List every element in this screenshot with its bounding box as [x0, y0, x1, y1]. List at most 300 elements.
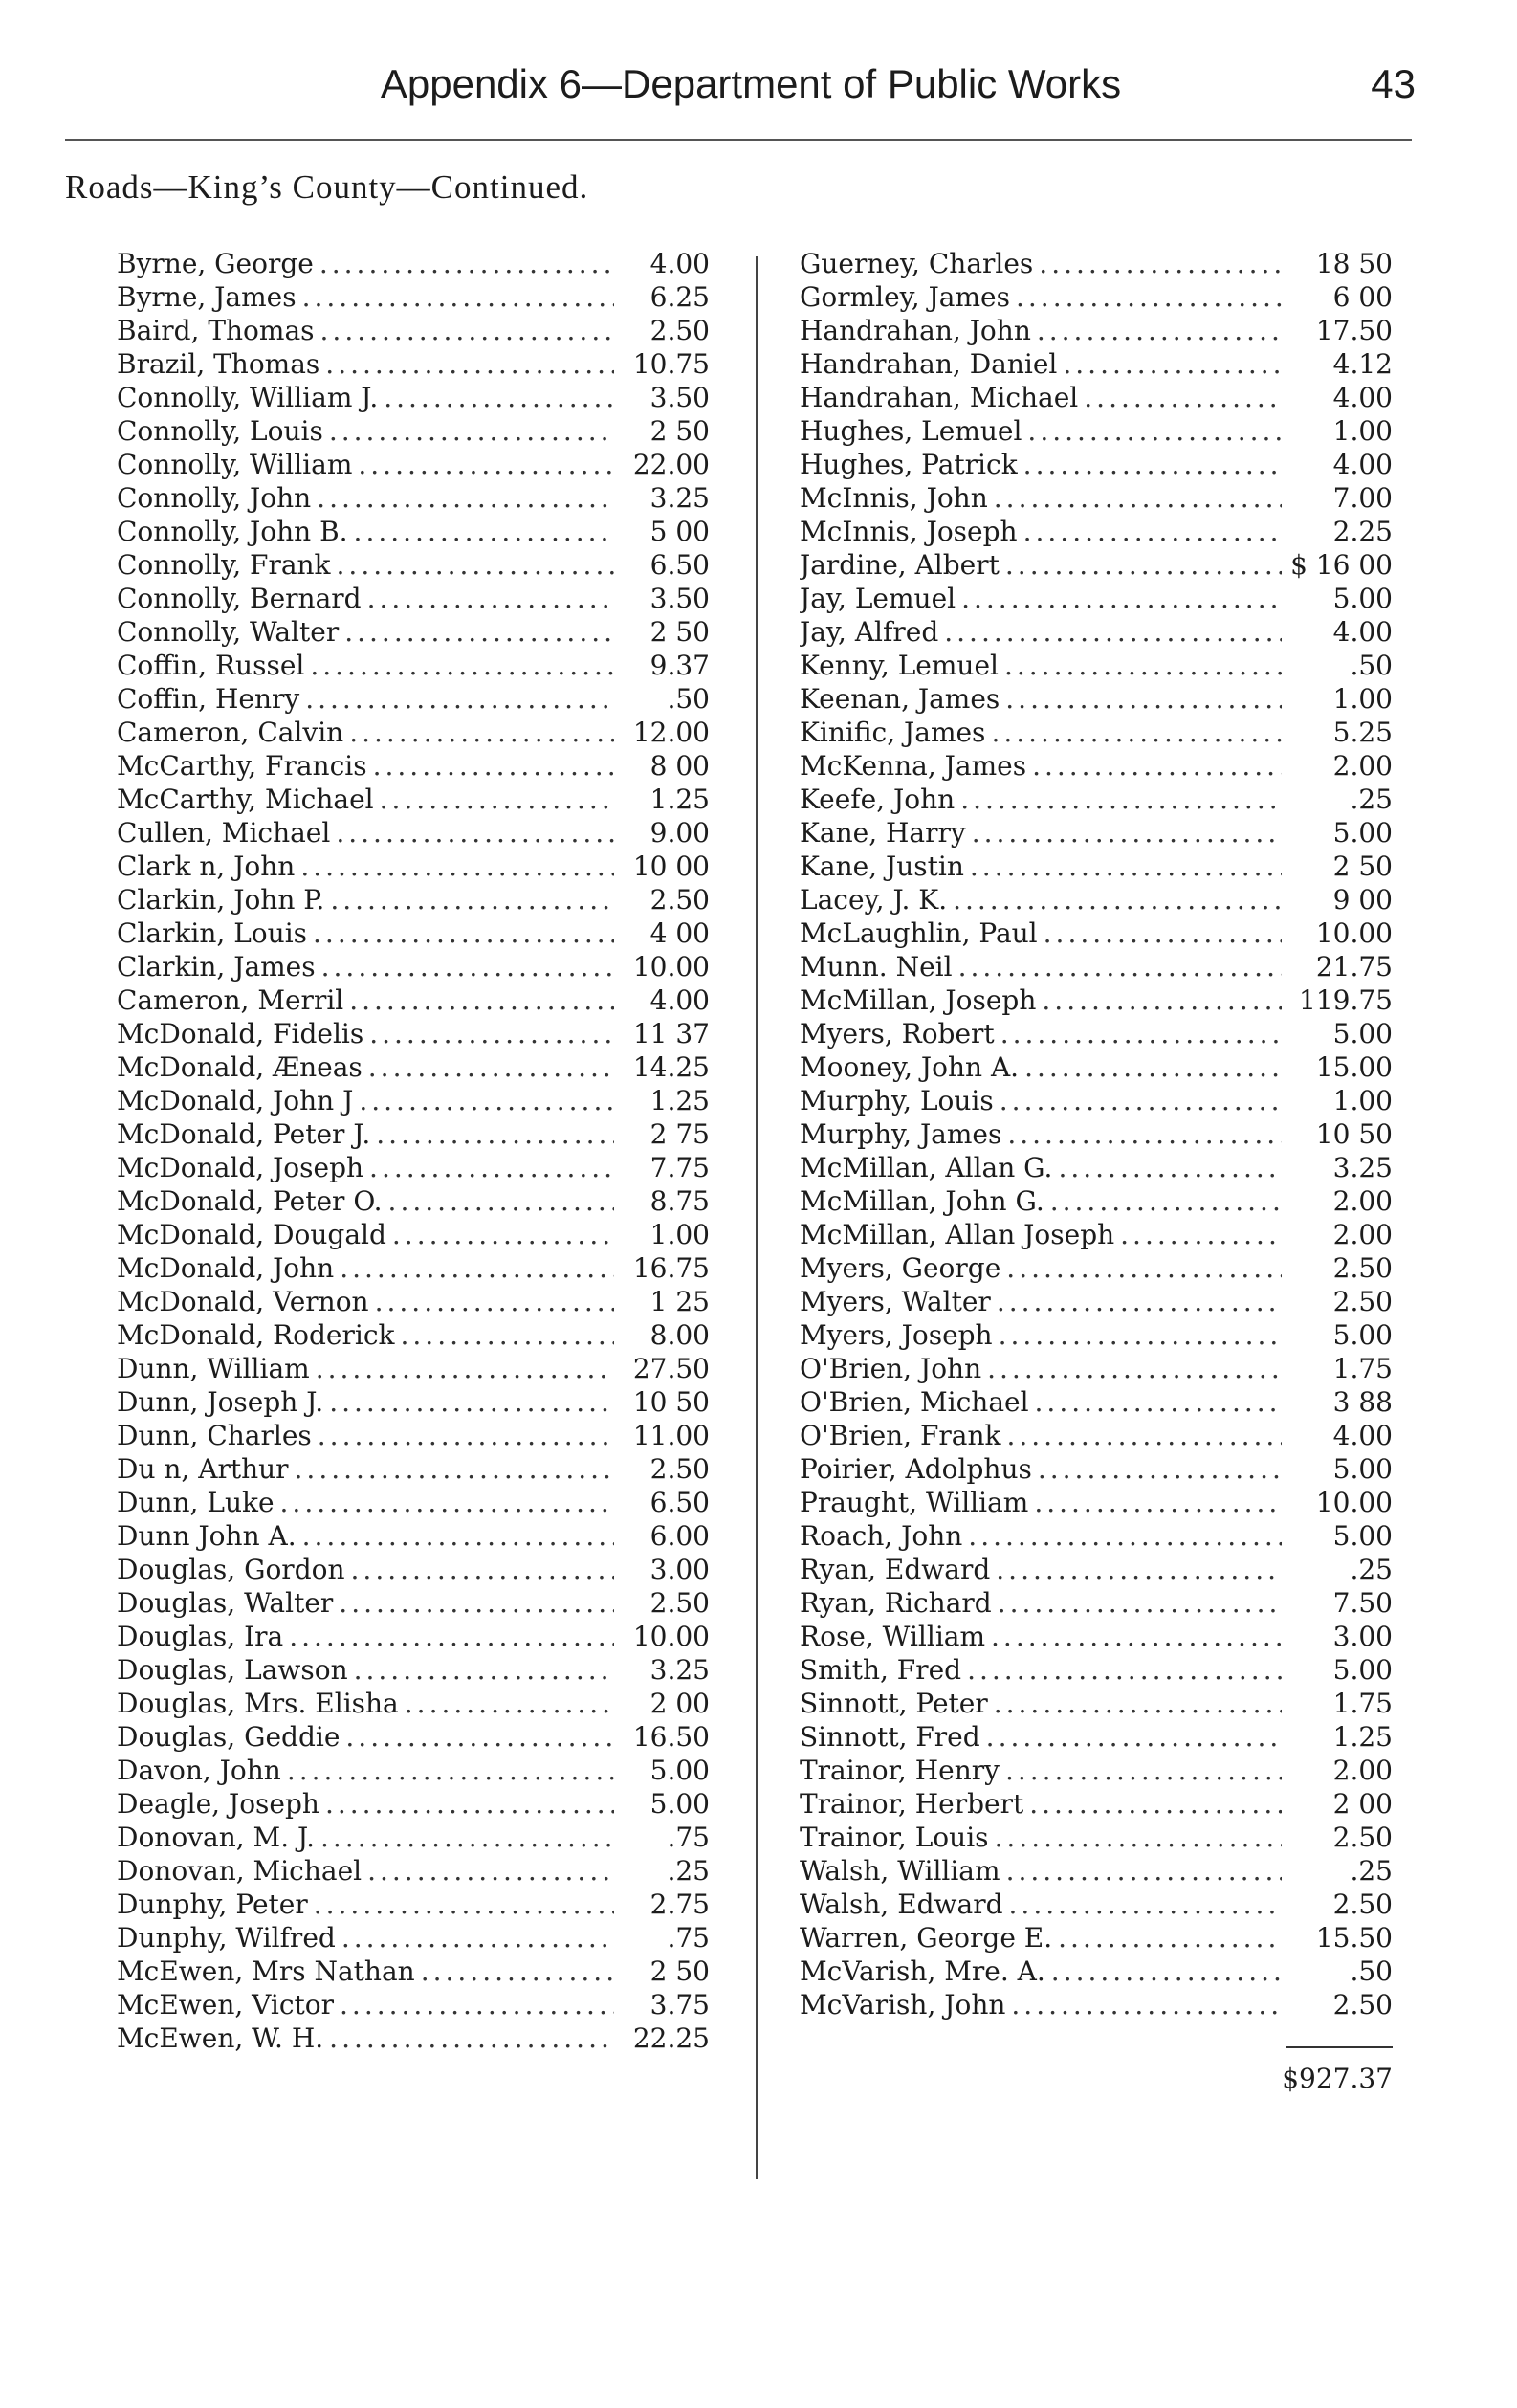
- list-item: [800, 1519, 1393, 1553]
- entry-name: McMillan, Joseph: [800, 984, 1037, 1016]
- leader-dots: [968, 1519, 1282, 1553]
- leader-dots: [1000, 1084, 1282, 1117]
- list-item: [117, 1821, 710, 1854]
- leader-dots: [987, 1352, 1282, 1385]
- list-item: [800, 515, 1393, 548]
- entry-name: Hughes, Patrick: [800, 449, 1018, 480]
- entry-name: Clark n, John: [117, 851, 296, 882]
- entry-amount: 2.00: [1332, 1219, 1393, 1250]
- leader-dots: [354, 1653, 614, 1687]
- total-rule: [1286, 2046, 1393, 2048]
- list-item: [800, 1084, 1393, 1117]
- list-item: [800, 816, 1393, 850]
- leader-dots: [1039, 247, 1282, 280]
- entry-name: Douglas, Geddie: [117, 1721, 341, 1753]
- list-item: [117, 917, 710, 950]
- list-item: [800, 347, 1393, 381]
- leader-dots: [1058, 1151, 1282, 1184]
- leader-dots: [1044, 917, 1282, 950]
- list-item: [800, 1285, 1393, 1318]
- list-item: [117, 548, 710, 582]
- leader-dots: [302, 1519, 614, 1553]
- entry-name: Cameron, Merril: [117, 984, 344, 1016]
- page-header-title: Appendix 6—Department of Public Works: [380, 61, 1122, 106]
- entry-name: Cameron, Calvin: [117, 717, 344, 748]
- list-item: [117, 649, 710, 682]
- entry-amount: 15.00: [1315, 1051, 1393, 1083]
- list-item: [800, 783, 1393, 816]
- entry-name: Deagle, Joseph: [117, 1788, 319, 1820]
- leader-dots: [1035, 1385, 1282, 1419]
- entry-amount: 10.00: [632, 951, 710, 983]
- entry-name: Dunn John A.: [117, 1520, 297, 1552]
- entry-name: Dunphy, Wilfred: [117, 1922, 336, 1954]
- entry-amount: 2 50: [649, 1955, 710, 1987]
- entry-amount: .75: [667, 1822, 710, 1853]
- leader-dots: [300, 850, 614, 883]
- entry-amount: $ 16 00: [1290, 549, 1393, 581]
- list-item: [800, 1452, 1393, 1486]
- entry-name: Walsh, Edward: [800, 1889, 1003, 1920]
- entry-amount: 3.25: [1332, 1152, 1393, 1183]
- entry-amount: 17.50: [1315, 315, 1393, 346]
- list-item: [117, 1419, 710, 1452]
- leader-dots: [318, 1419, 614, 1452]
- leader-dots: [961, 582, 1282, 615]
- list-item: [800, 1117, 1393, 1151]
- list-item: [117, 1184, 710, 1218]
- entry-amount: 8 00: [649, 750, 710, 782]
- list-item: [800, 1184, 1393, 1218]
- list-item: [800, 1050, 1393, 1084]
- list-item: [800, 1854, 1393, 1888]
- entry-amount: 1.25: [649, 784, 710, 815]
- entry-name: Lacey, J. K.: [800, 884, 948, 916]
- entry-amount: 3 88: [1332, 1386, 1393, 1418]
- entry-amount: 10 00: [632, 851, 710, 882]
- entry-amount: 18 50: [1315, 248, 1393, 279]
- entry-name: Du n, Arthur: [117, 1453, 289, 1485]
- leader-dots: [997, 1285, 1282, 1318]
- leader-dots: [287, 1754, 614, 1787]
- entry-name: Connolly, John: [117, 482, 312, 514]
- leader-dots: [329, 1385, 614, 1419]
- entry-name: Connolly, Bernard: [117, 583, 362, 614]
- entry-name: McDonald, Roderick: [117, 1319, 395, 1351]
- entry-amount: 2.75: [649, 1889, 710, 1920]
- entry-name: McDonald, Peter J.: [117, 1118, 371, 1150]
- list-item: [117, 615, 710, 649]
- entry-amount: 6 00: [1332, 281, 1393, 313]
- entry-amount: 9 00: [1332, 884, 1393, 916]
- entry-amount: 3.50: [649, 382, 710, 413]
- entry-amount: 10 50: [632, 1386, 710, 1418]
- leader-dots: [1032, 749, 1282, 783]
- entry-name: McDonald, Joseph: [117, 1152, 364, 1183]
- entry-amount: 10 50: [1315, 1118, 1393, 1150]
- list-item: [117, 347, 710, 381]
- entry-name: Keefe, John: [800, 784, 956, 815]
- list-item: [117, 716, 710, 749]
- entry-amount: 5.00: [1332, 1018, 1393, 1049]
- list-item: [800, 1352, 1393, 1385]
- entry-name: Munn. Neil: [800, 951, 953, 983]
- entry-name: Smith, Fred: [800, 1654, 962, 1686]
- entry-amount: 5.00: [1332, 817, 1393, 849]
- section-heading: Roads—King’s County—Continued.: [65, 168, 589, 206]
- list-item: [800, 314, 1393, 347]
- entry-amount: 9.37: [649, 650, 710, 681]
- entry-amount: 7.50: [1332, 1587, 1393, 1619]
- entry-name: Rose, William: [800, 1621, 986, 1652]
- entry-amount: 2.50: [649, 884, 710, 916]
- entry-name: Murphy, James: [800, 1118, 1002, 1150]
- entry-amount: 16.50: [632, 1721, 710, 1753]
- entry-name: McInnis, John: [800, 482, 988, 514]
- entry-name: McDonald, Fidelis: [117, 1018, 364, 1049]
- leader-dots: [1006, 1419, 1282, 1452]
- entry-amount: .25: [1350, 1855, 1393, 1887]
- entry-name: Trainor, Henry: [800, 1755, 1000, 1786]
- entry-amount: 1 25: [649, 1286, 710, 1317]
- entry-name: Clarkin, Louis: [117, 917, 308, 949]
- entry-name: Brazil, Thomas: [117, 348, 320, 380]
- entry-name: Connolly, Walter: [117, 616, 340, 648]
- leader-dots: [349, 983, 614, 1017]
- list-item: [800, 1218, 1393, 1251]
- leader-dots: [337, 548, 614, 582]
- entry-name: Connolly, William J.: [117, 382, 379, 413]
- entry-amount: 5.00: [1332, 1520, 1393, 1552]
- leader-dots: [280, 1486, 614, 1519]
- leader-dots: [1011, 1988, 1282, 2021]
- entry-name: Dunn, Charles: [117, 1420, 312, 1451]
- list-item: [800, 381, 1393, 414]
- leader-dots: [368, 1050, 614, 1084]
- list-item: [117, 280, 710, 314]
- leader-dots: [289, 1620, 614, 1653]
- entry-amount: 6.50: [649, 549, 710, 581]
- entry-name: Douglas, Gordon: [117, 1554, 345, 1585]
- entry-name: Connolly, John B.: [117, 516, 348, 547]
- leader-dots: [369, 1017, 614, 1050]
- list-item: [117, 247, 710, 280]
- list-item: [117, 1921, 710, 1955]
- entry-amount: 8.00: [649, 1319, 710, 1351]
- list-item: [800, 917, 1393, 950]
- entry-amount: .50: [1350, 1955, 1393, 1987]
- list-item: [117, 1854, 710, 1888]
- entry-name: Douglas, Ira: [117, 1621, 284, 1652]
- list-item: [800, 1017, 1393, 1050]
- entry-name: Connolly, William: [117, 449, 353, 480]
- leader-dots: [996, 1553, 1282, 1586]
- entry-name: McCarthy, Francis: [117, 750, 367, 782]
- list-item: [800, 280, 1393, 314]
- leader-dots: [313, 917, 614, 950]
- leader-dots: [1029, 1787, 1282, 1821]
- list-item: [800, 481, 1393, 515]
- list-item: [117, 850, 710, 883]
- entry-name: Byrne, George: [117, 248, 314, 279]
- left-column-list: [117, 247, 710, 2055]
- leader-dots: [1038, 1452, 1282, 1486]
- list-item: [117, 2021, 710, 2055]
- entry-amount: 2.50: [649, 1587, 710, 1619]
- entry-amount: 1.75: [1332, 1688, 1393, 1719]
- list-item: [117, 1452, 710, 1486]
- leader-dots: [339, 1586, 614, 1620]
- entry-amount: 1.00: [1332, 415, 1393, 447]
- leader-dots: [960, 783, 1282, 816]
- entry-amount: 22.25: [632, 2022, 710, 2054]
- leader-dots: [1023, 448, 1282, 481]
- entry-amount: 4.00: [1332, 1420, 1393, 1451]
- leader-dots: [340, 1251, 614, 1285]
- leader-dots: [967, 1653, 1282, 1687]
- entry-amount: 8.75: [649, 1185, 710, 1217]
- list-item: [117, 1218, 710, 1251]
- entry-amount: 3.50: [649, 583, 710, 614]
- list-item: [800, 850, 1393, 883]
- leader-dots: [994, 1687, 1282, 1720]
- entry-name: Roach, John: [800, 1520, 963, 1552]
- header-divider: [65, 139, 1412, 141]
- entry-name: Keenan, James: [800, 683, 1000, 715]
- list-item: [117, 749, 710, 783]
- leader-dots: [314, 1888, 614, 1921]
- entry-amount: 2.25: [1332, 516, 1393, 547]
- entry-amount: 2.50: [1332, 1889, 1393, 1920]
- entry-name: Coffin, Russel: [117, 650, 305, 681]
- leader-dots: [358, 448, 614, 481]
- list-item: [800, 716, 1393, 749]
- list-item: [800, 548, 1393, 582]
- entry-amount: 10.00: [1315, 917, 1393, 949]
- entry-amount: 6.50: [649, 1487, 710, 1518]
- list-item: [117, 1787, 710, 1821]
- list-item: [800, 1620, 1393, 1653]
- entry-name: Ryan, Edward: [800, 1554, 991, 1585]
- entry-name: McKenna, James: [800, 750, 1027, 782]
- list-item: [800, 1318, 1393, 1352]
- leader-dots: [421, 1955, 614, 1988]
- list-item: [117, 481, 710, 515]
- leader-dots: [1005, 682, 1282, 716]
- entry-amount: 4.12: [1332, 348, 1393, 380]
- list-item: [800, 1787, 1393, 1821]
- entry-amount: 5.25: [1332, 717, 1393, 748]
- entry-name: Sinnott, Fred: [800, 1721, 980, 1753]
- entry-name: Warren, George E.: [800, 1922, 1053, 1954]
- list-item: [800, 883, 1393, 917]
- leader-dots: [1023, 515, 1282, 548]
- entry-name: McLaughlin, Paul: [800, 917, 1038, 949]
- entry-amount: 5.00: [649, 1788, 710, 1820]
- entry-amount: .50: [1350, 650, 1393, 681]
- leader-dots: [321, 950, 614, 983]
- entry-name: Walsh, William: [800, 1855, 1000, 1887]
- entry-amount: 119.75: [1299, 984, 1393, 1016]
- leader-dots: [325, 1787, 614, 1821]
- page-number: 43: [1371, 61, 1416, 106]
- list-item: [117, 1486, 710, 1519]
- right-column-list: [800, 247, 1393, 2021]
- entry-name: Kinific, James: [800, 717, 986, 748]
- entry-name: McDonald, John: [117, 1252, 335, 1284]
- list-item: [800, 1821, 1393, 1854]
- entry-amount: 4.00: [649, 984, 710, 1016]
- leader-dots: [405, 1687, 614, 1720]
- leader-dots: [367, 1854, 614, 1888]
- leader-dots: [384, 381, 614, 414]
- entry-name: McInnis, Joseph: [800, 516, 1018, 547]
- entry-name: McMillan, John G.: [800, 1185, 1044, 1217]
- leader-dots: [1050, 1184, 1282, 1218]
- entry-amount: 2 50: [649, 415, 710, 447]
- leader-dots: [373, 749, 614, 783]
- entry-name: Myers, Joseph: [800, 1319, 993, 1351]
- list-item: [800, 615, 1393, 649]
- list-item: [800, 1687, 1393, 1720]
- entry-name: Dunn, William: [117, 1353, 310, 1384]
- entry-name: Myers, Robert: [800, 1018, 995, 1049]
- entry-amount: 4.00: [1332, 382, 1393, 413]
- leader-dots: [341, 1921, 614, 1955]
- entry-name: Sinnott, Peter: [800, 1688, 988, 1719]
- entry-name: Kane, Justin: [800, 851, 964, 882]
- entry-name: O'Brien, John: [800, 1353, 982, 1384]
- entry-amount: .25: [667, 1855, 710, 1887]
- entry-name: Dunphy, Peter: [117, 1889, 308, 1920]
- entry-amount: 6.25: [649, 281, 710, 313]
- entry-name: Myers, Walter: [800, 1286, 991, 1317]
- leader-dots: [1120, 1218, 1282, 1251]
- entry-name: Myers, George: [800, 1252, 1001, 1284]
- list-item: [117, 1117, 710, 1151]
- list-item: [117, 1586, 710, 1620]
- entry-name: Douglas, Lawson: [117, 1654, 348, 1686]
- entry-amount: 2.00: [1332, 1185, 1393, 1217]
- entry-amount: 2 50: [1332, 851, 1393, 882]
- entry-name: Guerney, Charles: [800, 248, 1034, 279]
- list-item: [800, 649, 1393, 682]
- entry-amount: 10.00: [632, 1621, 710, 1652]
- list-item: [800, 1419, 1393, 1452]
- entry-amount: 3.00: [649, 1554, 710, 1585]
- entry-amount: 1.25: [1332, 1721, 1393, 1753]
- entry-amount: 1.00: [1332, 683, 1393, 715]
- entry-name: Cullen, Michael: [117, 817, 331, 849]
- entry-name: McEwen, Victor: [117, 1989, 335, 2021]
- list-item: [117, 1720, 710, 1754]
- leader-dots: [310, 649, 614, 682]
- entry-name: Connolly, Frank: [117, 549, 331, 581]
- list-item: [800, 1888, 1393, 1921]
- entry-name: McDonald, Dougald: [117, 1219, 386, 1250]
- entry-name: Trainor, Louis: [800, 1822, 989, 1853]
- list-item: [800, 1754, 1393, 1787]
- entry-name: Douglas, Walter: [117, 1587, 334, 1619]
- list-item: [800, 414, 1393, 448]
- leader-dots: [330, 883, 614, 917]
- entry-name: Donovan, Michael: [117, 1855, 363, 1887]
- list-item: [117, 414, 710, 448]
- leader-dots: [320, 1821, 614, 1854]
- leader-dots: [991, 716, 1282, 749]
- leader-dots: [1024, 1050, 1282, 1084]
- entry-amount: 11.00: [632, 1420, 710, 1451]
- entry-amount: 4.00: [649, 248, 710, 279]
- entry-amount: 21.75: [1315, 951, 1393, 983]
- entry-amount: 1.75: [1332, 1353, 1393, 1384]
- entry-amount: 7.75: [649, 1152, 710, 1183]
- leader-dots: [305, 682, 614, 716]
- entry-amount: 2.50: [649, 315, 710, 346]
- leader-dots: [1037, 314, 1282, 347]
- leader-dots: [317, 481, 614, 515]
- list-item: [117, 448, 710, 481]
- entry-name: Murphy, Louis: [800, 1085, 994, 1116]
- leader-dots: [998, 1586, 1282, 1620]
- list-item: [117, 1151, 710, 1184]
- entry-name: McVarish, John: [800, 1989, 1006, 2021]
- list-item: [117, 783, 710, 816]
- entry-amount: 15.50: [1315, 1922, 1393, 1954]
- leader-dots: [944, 615, 1282, 649]
- list-item: [117, 314, 710, 347]
- entry-name: Kenny, Lemuel: [800, 650, 999, 681]
- entry-amount: 1.00: [1332, 1085, 1393, 1116]
- list-item: [117, 381, 710, 414]
- entry-name: McMillan, Allan G.: [800, 1152, 1053, 1183]
- entry-name: Jay, Lemuel: [800, 583, 956, 614]
- entry-amount: .50: [667, 683, 710, 715]
- leader-dots: [970, 850, 1282, 883]
- list-item: [117, 1955, 710, 1988]
- entry-amount: 7.00: [1332, 482, 1393, 514]
- leader-dots: [354, 515, 614, 548]
- list-item: [800, 1385, 1393, 1419]
- leader-dots: [351, 1553, 614, 1586]
- entry-amount: 2.00: [1332, 1755, 1393, 1786]
- entry-amount: 3.00: [1332, 1621, 1393, 1652]
- entry-name: McVarish, Mre. A.: [800, 1955, 1045, 1987]
- list-item: [117, 816, 710, 850]
- leader-dots: [958, 950, 1282, 983]
- entry-amount: 5.00: [1332, 1654, 1393, 1686]
- list-item: [117, 582, 710, 615]
- leader-dots: [375, 1285, 614, 1318]
- list-item: [117, 682, 710, 716]
- list-item: [117, 1318, 710, 1352]
- entry-name: O'Brien, Frank: [800, 1420, 1001, 1451]
- entry-name: Ryan, Richard: [800, 1587, 992, 1619]
- leader-dots: [376, 1117, 614, 1151]
- entry-amount: 3.25: [649, 1654, 710, 1686]
- leader-dots: [295, 1452, 614, 1486]
- entry-name: Handrahan, Michael: [800, 382, 1079, 413]
- entry-amount: 5.00: [649, 1755, 710, 1786]
- leader-dots: [329, 2021, 614, 2055]
- leader-dots: [1006, 1854, 1282, 1888]
- list-item: [117, 1754, 710, 1787]
- entry-name: Connolly, Louis: [117, 415, 323, 447]
- list-item: [800, 1151, 1393, 1184]
- entry-amount: .25: [1350, 784, 1393, 815]
- leader-dots: [336, 816, 614, 850]
- list-item: [117, 883, 710, 917]
